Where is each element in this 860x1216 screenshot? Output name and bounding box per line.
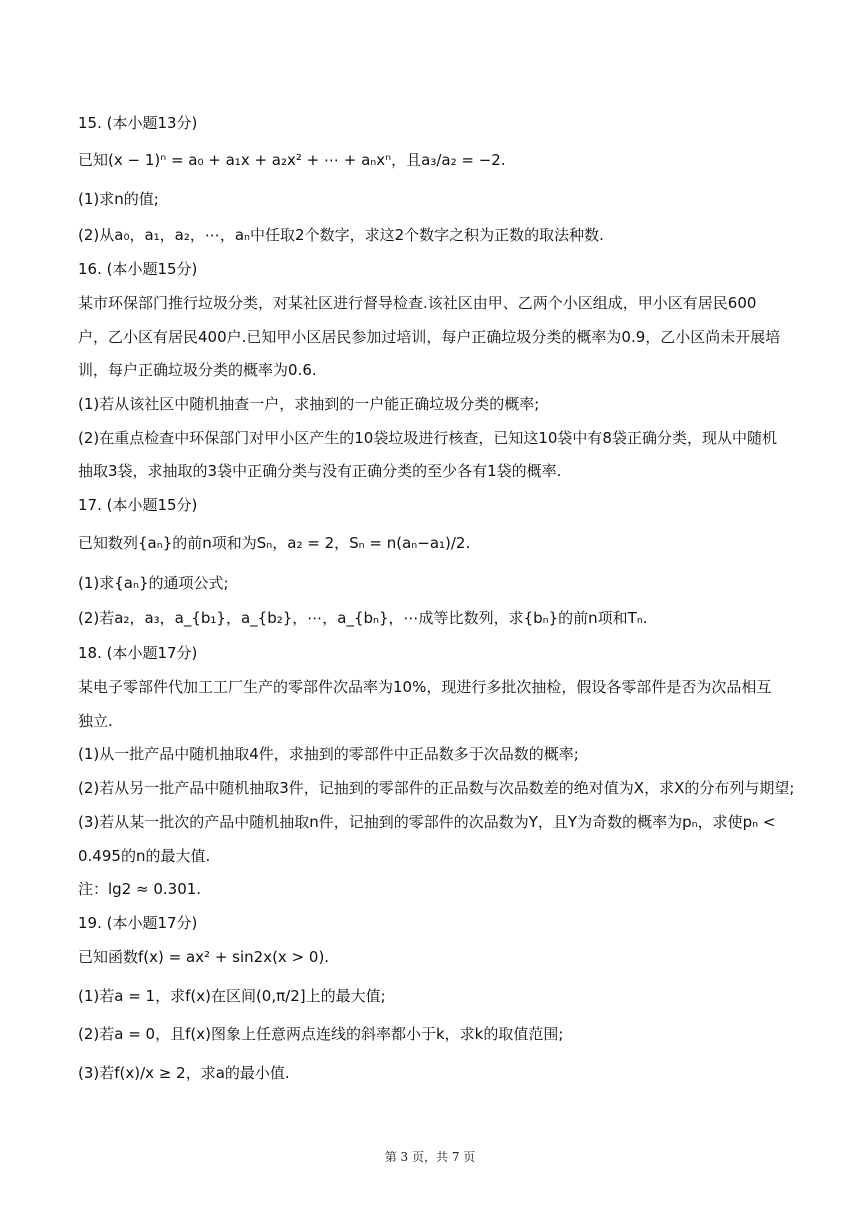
problem-16-stem-line-1: 某市环保部门推行垃圾分类，对某社区进行督导检查.该社区由甲、乙两个小区组成，甲小区有居民600 bbox=[78, 294, 757, 312]
problem-15-stem: 已知(x − 1)ⁿ = a₀ + a₁x + a₂x² + ⋯ + aₙxⁿ，且a₃/a₂ = −2. bbox=[78, 151, 506, 169]
problem-16-stem-line-2: 户，乙小区有居民400户.已知甲小区居民参加过培训，每户正确垃圾分类的概率为0.9，乙小区尚未开展培 bbox=[78, 328, 781, 346]
problem-16-part-1: (1)若从该社区中随机抽查一户，求抽到的一户能正确垃圾分类的概率; bbox=[78, 395, 540, 413]
problem-19-part-2: (2)若a = 0，且f(x)图象上任意两点连线的斜率都小于k，求k的取值范围; bbox=[78, 1025, 564, 1043]
problem-16-header: 16. (本小题15分) bbox=[78, 260, 198, 278]
page-footer: 第 3 页，共 7 页 bbox=[384, 1150, 476, 1164]
problem-18-stem-line-2: 独立. bbox=[78, 712, 113, 730]
problem-15-header: 15. (本小题13分) bbox=[78, 114, 198, 132]
problem-18-part-3: (3)若从某一批次的产品中随机抽取n件，记抽到的零部件的次品数为Y，且Y为奇数的概率为pₙ，求使pₙ < bbox=[78, 813, 776, 831]
problem-17-header: 17. (本小题15分) bbox=[78, 496, 198, 514]
problem-16-stem-line-3: 训，每户正确垃圾分类的概率为0.6. bbox=[78, 361, 317, 379]
problem-18-part-1: (1)从一批产品中随机抽取4件，求抽到的零部件中正品数多于次品数的概率; bbox=[78, 745, 579, 763]
problem-18-part-2: (2)若从另一批产品中随机抽取3件，记抽到的零部件的正品数与次品数差的绝对值为X，求X的分布列与期望; bbox=[78, 779, 795, 797]
problem-15-part-1: (1)求n的值; bbox=[78, 190, 159, 208]
problem-18-stem-line-1: 某电子零部件代加工工厂生产的零部件次品率为10%，现进行多批次抽检，假设各零部件是否为次品相互 bbox=[78, 678, 772, 696]
problem-18-part-3-cont: 0.495的n的最大值. bbox=[78, 847, 211, 865]
problem-18-header: 18. (本小题17分) bbox=[78, 644, 198, 662]
problem-17-stem: 已知数列{aₙ}的前n项和为Sₙ，a₂ = 2，Sₙ = n(aₙ−a₁)/2. bbox=[78, 534, 471, 552]
problem-19-part-3: (3)若f(x)/x ≥ 2，求a的最小值. bbox=[78, 1064, 290, 1082]
problem-16-part-2-cont: 抽取3袋，求抽取的3袋中正确分类与没有正确分类的至少各有1袋的概率. bbox=[78, 462, 562, 480]
problem-19-stem: 已知函数f(x) = ax² + sin2x(x > 0). bbox=[78, 948, 330, 966]
problem-15-part-2: (2)从a₀，a₁，a₂，⋯，aₙ中任取2个数字，求这2个数字之积为正数的取法种数. bbox=[78, 226, 604, 244]
problem-17-part-1: (1)求{aₙ}的通项公式; bbox=[78, 574, 229, 592]
problem-16-part-2: (2)在重点检查中环保部门对甲小区产生的10袋垃圾进行核查，已知这10袋中有8袋正确分类，现从中随机 bbox=[78, 429, 777, 447]
problem-18-note: 注：lg2 ≈ 0.301. bbox=[78, 880, 202, 898]
problem-19-part-1: (1)若a = 1，求f(x)在区间(0,π/2]上的最大值; bbox=[78, 987, 386, 1005]
problem-19-header: 19. (本小题17分) bbox=[78, 914, 198, 932]
problem-17-part-2: (2)若a₂，a₃，a_{b₁}，a_{b₂}，⋯，a_{bₙ}，⋯成等比数列，求{bₙ}的前n项和Tₙ. bbox=[78, 609, 648, 627]
